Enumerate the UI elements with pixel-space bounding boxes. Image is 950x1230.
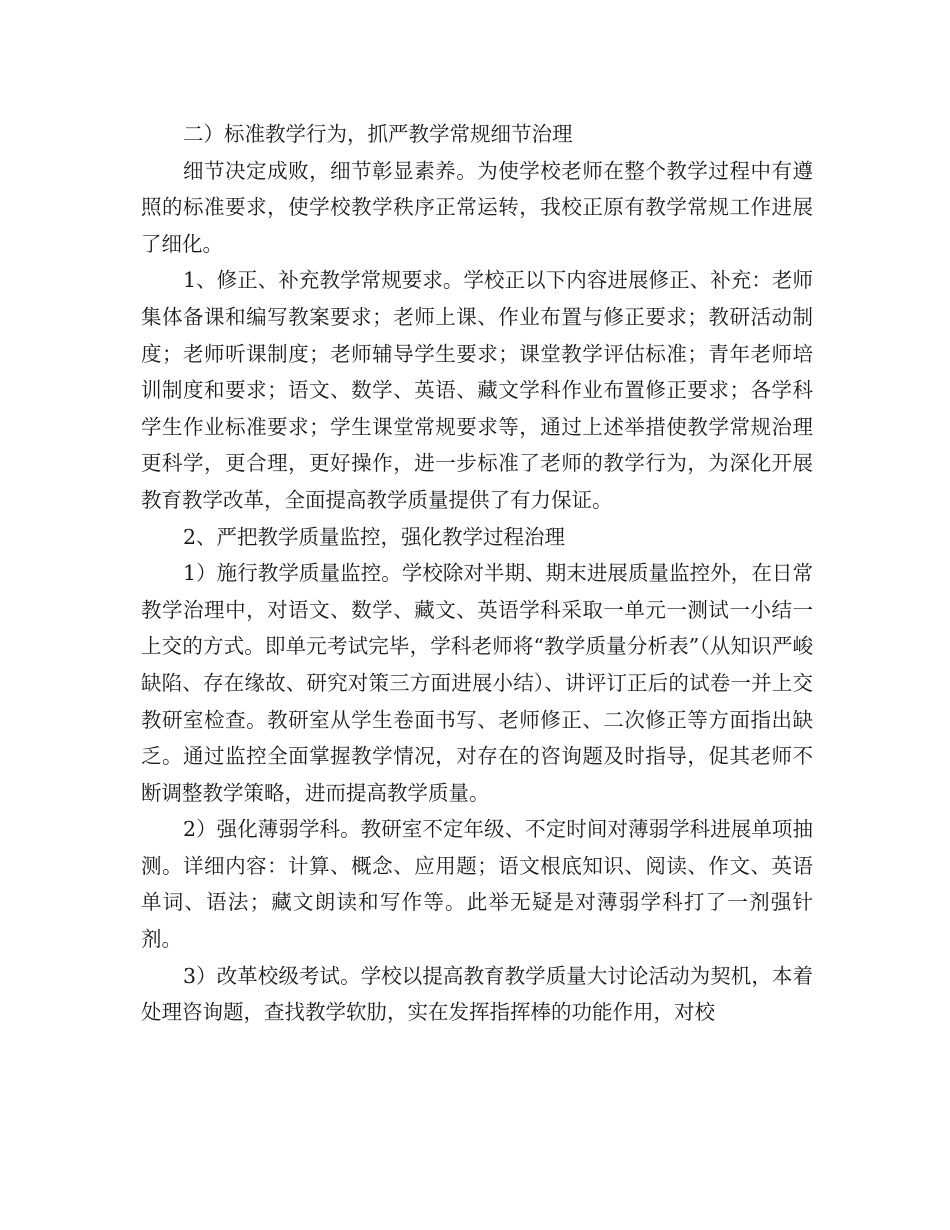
subheading-item-2: 2、严把教学质量监控，强化教学过程治理 (183, 524, 566, 549)
paragraph-subitem-3: 3）改革校级考试。学校以提高教育教学质量大讨论活动为契机，本着处理咨询题，查找教学软肋，实在发挥指挥棒的功能作用，对校 (141, 963, 813, 1025)
paragraph-subitem-2: 2）强化薄弱学科。教研室不定年级、不定时间对薄弱学科进展单项抽测。详细内容：计算、概念、应用题；语文根底知识、阅读、作文、英语单词、语法；藏文朗读和写作等。此举无疑是对薄弱学科打了一剂强针剂。 (141, 817, 813, 952)
paragraph-intro: 细节决定成败，细节彰显素养。为使学校老师在整个教学过程中有遵照的标准要求，使学校教学秩序正常运转，我校正原有教学常规工作进展了细化。 (141, 158, 813, 256)
section-heading: 二）标准教学行为，抓严教学常规细节治理 (183, 122, 573, 146)
paragraph-subitem-1: 1）施行教学质量监控。学校除对半期、期末进展质量监控外，在日常教学治理中，对语文、数学、藏文、英语学科采取一单元一测试一小结一上交的方式。即单元考试完毕，学科老师将“教学质量分析表”（从知识严峻缺陷、存在缘故、研究对策三方面进展小结）、讲评订正后的试卷一并上交教研室检查。教研室从学生卷面书写、老师修正、二次修正等方面指出缺乏。通过监控全面掌握教学情况，对存在的咨询题及时指导，促其老师不断调整教学策略，进而提高教学质量。 (141, 561, 813, 805)
document-body (141, 116, 813, 1031)
paragraph-item-1: 1、修正、补充教学常规要求。学校正以下内容进展修正、补充：老师集体备课和编写教案要求；老师上课、作业布置与修正要求；教研活动制度；老师听课制度；老师辅导学生要求；课堂教学评估标准；青年老师培训制度和要求；语文、数学、英语、藏文学科作业布置修正要求；各学科学生作业标准要求；学生课堂常规要求等，通过上述举措使教学常规治理更科学，更合理，更好操作，进一步标准了老师的教学行为，为深化开展教育教学改革，全面提高教学质量提供了有力保证。 (141, 268, 813, 512)
